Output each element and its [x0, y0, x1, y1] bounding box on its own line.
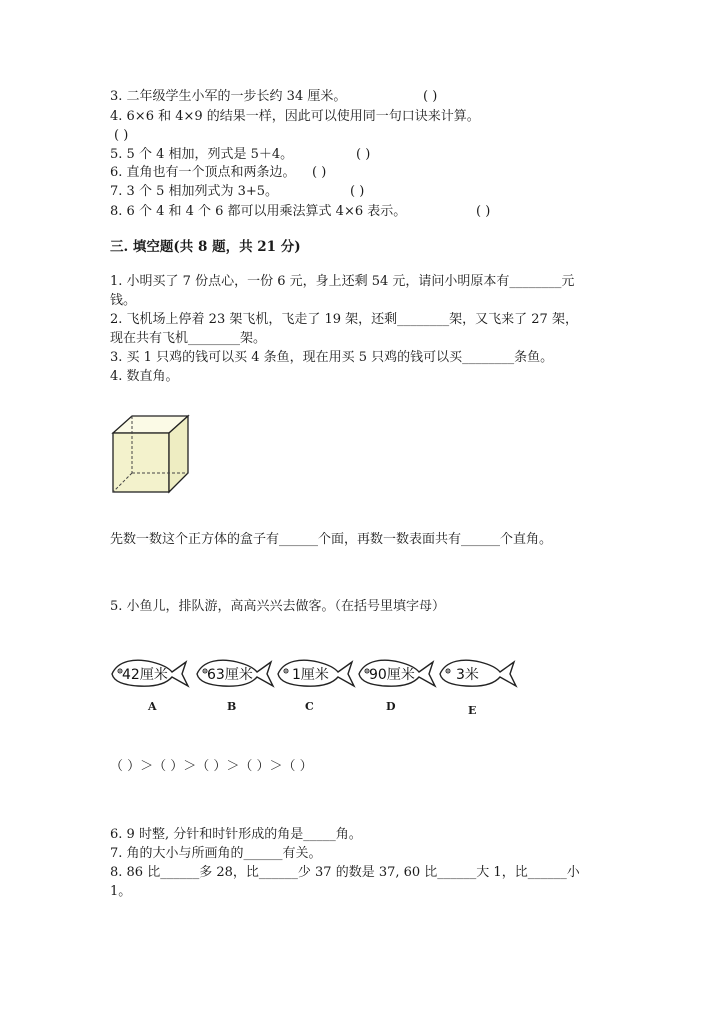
fill-question-2: 2. 飞机场上停着 23 架飞机，飞走了 19 架，还剩________架，又飞来了 27 架，: [110, 312, 578, 327]
judge-question-5: 5. 5 个 4 相加，列式是 5＋4。: [110, 147, 294, 162]
fish-label: 90厘米: [369, 667, 415, 683]
answer-paren[interactable]: ( ): [476, 204, 491, 219]
fill-question-5: 5. 小鱼儿，排队游，高高兴兴去做客。（在括号里填字母）: [110, 599, 446, 614]
section-title: 三. 填空题(共 8 题，共 21 分): [110, 239, 301, 255]
answer-paren[interactable]: ( ): [423, 89, 438, 104]
judge-question-3: 3. 二年级学生小军的一步长约 34 厘米。: [110, 89, 347, 104]
judge-question-4: 4. 6×6 和 4×9 的结果一样，因此可以使用同一句口诀来计算。: [110, 109, 480, 124]
fill-question-2-cont: 现在共有飞机________架。: [110, 331, 267, 346]
fish-d: [355, 652, 437, 692]
judge-question-7: 7. 3 个 5 相加列式为 3+5。: [110, 184, 279, 199]
fish-letter: E: [468, 704, 477, 717]
fish-letter: A: [148, 700, 157, 713]
fish-letter: B: [227, 700, 237, 713]
fish-c: [274, 652, 356, 692]
fill-question-1: 1. 小明买了 7 份点心，一份 6 元，身上还剩 54 元，请问小明原本有________元: [110, 274, 575, 289]
fill-question-7: 7. 角的大小与所画角的______有关。: [110, 846, 322, 861]
answer-paren[interactable]: ( ): [114, 128, 129, 143]
fill-question-8-cont: 1。: [110, 884, 132, 899]
fish-a: [108, 652, 190, 692]
fill-question-3: 3. 买 1 只鸡的钱可以买 4 条鱼，现在用买 5 只鸡的钱可以买________条鱼。: [110, 350, 554, 365]
cube-figure: [110, 413, 192, 495]
fish-label: 3米: [456, 667, 479, 683]
answer-paren[interactable]: ( ): [350, 184, 365, 199]
compare-row[interactable]: （ ）＞（ ）＞（ ）＞（ ）＞（ ）: [110, 759, 313, 774]
fish-label: 42厘米: [122, 667, 168, 683]
fish-letter: C: [305, 700, 314, 713]
fish-label: 1厘米: [292, 667, 329, 683]
fill-question-8: 8. 86 比______多 28，比______少 37 的数是 37, 60 比______大 1，比______小: [110, 865, 580, 880]
fish-label: 63厘米: [207, 667, 253, 683]
fish-letter: D: [386, 700, 396, 713]
judge-question-6: 6. 直角也有一个顶点和两条边。: [110, 165, 296, 180]
fill-question-6: 6. 9 时整, 分针和时针形成的角是_____角。: [110, 827, 362, 842]
answer-paren[interactable]: ( ): [312, 165, 327, 180]
cube-question-text: 先数一数这个正方体的盒子有______个面，再数一数表面共有______个直角。: [110, 532, 553, 547]
fish-e: [436, 652, 518, 692]
answer-paren[interactable]: ( ): [356, 147, 371, 162]
fill-question-4: 4. 数直角。: [110, 369, 179, 384]
fill-question-1-cont: 钱。: [110, 293, 137, 308]
judge-question-8: 8. 6 个 4 和 4 个 6 都可以用乘法算式 4×6 表示。: [110, 204, 407, 219]
fish-b: [193, 652, 275, 692]
